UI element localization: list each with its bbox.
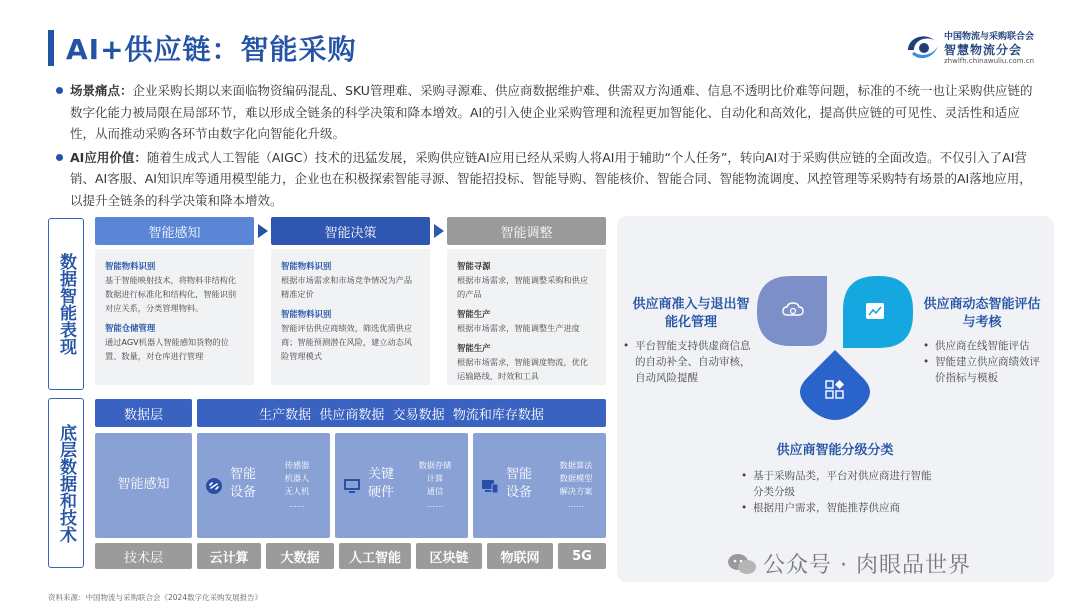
wechat-watermark bbox=[727, 548, 971, 579]
infra-cell-name: 智能设备 bbox=[229, 467, 256, 500]
item-text: 根据市场需求和市场竞争情况为产品精准定价 bbox=[281, 275, 413, 299]
item-heading: 智能物料识别 bbox=[281, 261, 332, 271]
petal-diagram bbox=[755, 274, 915, 424]
supplier-management-panel bbox=[617, 216, 1054, 582]
phase-header-perception: 智能感知 bbox=[95, 217, 254, 245]
bullet-label: 场景痛点： bbox=[70, 83, 133, 98]
logo-branch-name: 智慧物流分会 bbox=[944, 43, 1023, 57]
tech-layer-label: 技术层 bbox=[95, 543, 192, 569]
item-text: 智能评估供应商绩效，筛选优质供应商；智能预测潜在风险，建立动态风险管理模式 bbox=[281, 323, 413, 361]
bullet-ai-value bbox=[56, 147, 1036, 212]
list-item: • 基于采购品类，平台对供应商进行智能分类分级 bbox=[741, 468, 937, 500]
logo-url: zhwlfh.chinawuliu.com.cn bbox=[944, 57, 1035, 65]
infra-perception bbox=[95, 433, 192, 538]
bottom-petal-points bbox=[741, 468, 937, 516]
infra-cell-name: 关键硬件 bbox=[367, 467, 394, 500]
arrow-right-icon bbox=[434, 224, 444, 238]
list-item: • 智能建立供应商绩效评价指标与模板 bbox=[923, 354, 1049, 386]
left-petal-points bbox=[623, 338, 759, 386]
infra-cell-name: 智能设备 bbox=[505, 467, 532, 500]
bullet-label: AI应用价值： bbox=[70, 149, 147, 165]
data-layer-label: 数据层 bbox=[95, 399, 192, 427]
logo-org-name: 中国物流与采购联合会 bbox=[944, 32, 1035, 42]
list-item: • 供应商在线智能评估 bbox=[923, 338, 1049, 354]
infra-cell-smart-device bbox=[197, 433, 330, 538]
tech-item: 物联网 bbox=[487, 543, 553, 569]
item-text: 根据市场需求，智能调度物流，优化运输路线、时效和工具 bbox=[457, 357, 589, 381]
bottom-petal-title: 供应商智能分级分类 bbox=[776, 443, 894, 458]
bullet-text: 企业采购长期以来面临物资编码混乱、SKU管理难、采购寻源难、供应商数据维护难、供需双方沟通难、信息不透明比价难等问题，标准的不统一也让采购供应链的数字化能力被局限在局部环节，难以形成全链条的科学决策和降本增效。AI的引入使企业采购管理和流程更加智能化、自动化和高效化，提高供应链的可见性、灵活性和适应性，从而推动采购各环节由数字化向智能化升级。 bbox=[70, 83, 1033, 141]
org-logo bbox=[902, 26, 1052, 70]
side-label-infrastructure: 底层数据和技术 bbox=[48, 398, 84, 568]
item-text: 通过AGV机器人智能感知货物的位置、数量，对仓库进行管理 bbox=[105, 337, 229, 361]
right-petal-title: 供应商动态智能评估与考核 bbox=[923, 297, 1041, 330]
intro-bullets bbox=[56, 80, 1036, 211]
item-heading: 智能仓储管理 bbox=[105, 323, 156, 333]
infra-perception-label: 智能感知 bbox=[117, 477, 170, 492]
cloud-gear-icon bbox=[782, 300, 804, 322]
data-layer-content: 生产数据 供应商数据 交易数据 物流和库存数据 bbox=[197, 399, 606, 427]
arrow-right-icon bbox=[258, 224, 268, 238]
bullet-dot-icon bbox=[56, 154, 63, 161]
item-text: 根据市场需求，智能调整采购和供应的产品 bbox=[457, 275, 589, 299]
item-heading: 智能生产 bbox=[457, 343, 491, 353]
bullet-pain-points bbox=[56, 80, 1036, 145]
infra-cell-smart-solutions bbox=[473, 433, 606, 538]
infra-cell-key-hardware bbox=[335, 433, 468, 538]
item-heading: 智能物料识别 bbox=[281, 309, 332, 319]
title-accent-bar bbox=[48, 30, 54, 66]
infra-cell-detail: 数据算法 数据模型 解决方案 …… bbox=[559, 460, 593, 509]
item-heading: 智能生产 bbox=[457, 309, 491, 319]
tech-item: 区块链 bbox=[416, 543, 482, 569]
bullet-dot-icon bbox=[56, 87, 63, 94]
devices-icon bbox=[481, 477, 499, 495]
left-petal-title: 供应商准入与退出智能化管理 bbox=[632, 297, 750, 330]
link-icon bbox=[205, 477, 223, 495]
grid-diamond-icon bbox=[824, 379, 846, 401]
item-heading: 智能寻源 bbox=[457, 261, 491, 271]
tech-item: 人工智能 bbox=[339, 543, 411, 569]
phase-body-decision bbox=[271, 249, 430, 385]
infra-cell-detail: 传感器 机器人 无人机 …… bbox=[284, 460, 310, 509]
page-title: AI+供应链：智能采购 bbox=[66, 33, 357, 66]
phase-header-decision: 智能决策 bbox=[271, 217, 430, 245]
wechat-icon bbox=[727, 552, 757, 576]
tech-item: 云计算 bbox=[197, 543, 261, 569]
item-text: 基于智能映射技术，将物料非结构化数据进行标准化和结构化，智能识别对应关系，分类管理物料。 bbox=[105, 275, 237, 313]
phase-body-adjustment bbox=[447, 249, 606, 385]
cflp-logo-icon bbox=[902, 28, 942, 68]
source-note: 资料来源：中国物流与采购联合会《2024数字化采购发展报告》 bbox=[48, 593, 263, 602]
tech-item: 大数据 bbox=[266, 543, 334, 569]
side-label-intelligence: 数据智能表现 bbox=[48, 218, 84, 390]
item-heading: 智能物料识别 bbox=[105, 261, 156, 271]
item-text: 根据市场需求，智能调整生产进度 bbox=[457, 323, 580, 333]
phase-header-adjustment: 智能调整 bbox=[447, 217, 606, 245]
monitor-icon bbox=[343, 477, 361, 495]
watermark-text: 公众号 · 肉眼品世界 bbox=[763, 553, 971, 578]
list-item: • 根据用户需求，智能推荐供应商 bbox=[741, 500, 937, 516]
tech-item: 5G bbox=[558, 543, 606, 569]
phase-body-perception bbox=[95, 249, 254, 385]
bullet-text: 随着生成式人工智能（AIGC）技术的迅猛发展，采购供应链AI应用已经从采购人将AI用于辅助“个人任务”，转向AI对于采购供应链的全面改造。不仅引入了AI营销、AI客服、AI知识库等通用模型能力，企业也在积极探索智能寻源、智能招投标、智能导购、智能核价、智能合同、智能物流调度、风控管理等采购特有场景的AI落地应用，以提升全链条的科学决策和降本增效。 bbox=[70, 149, 1032, 208]
list-item: • 平台智能支持供虚商信息的自动补全、自动审核，自动风险提醒 bbox=[623, 338, 759, 386]
infra-cell-detail: 数据存储 计算 通信 …… bbox=[418, 460, 452, 509]
image-chart-icon bbox=[865, 302, 885, 320]
right-petal-points bbox=[923, 338, 1049, 386]
